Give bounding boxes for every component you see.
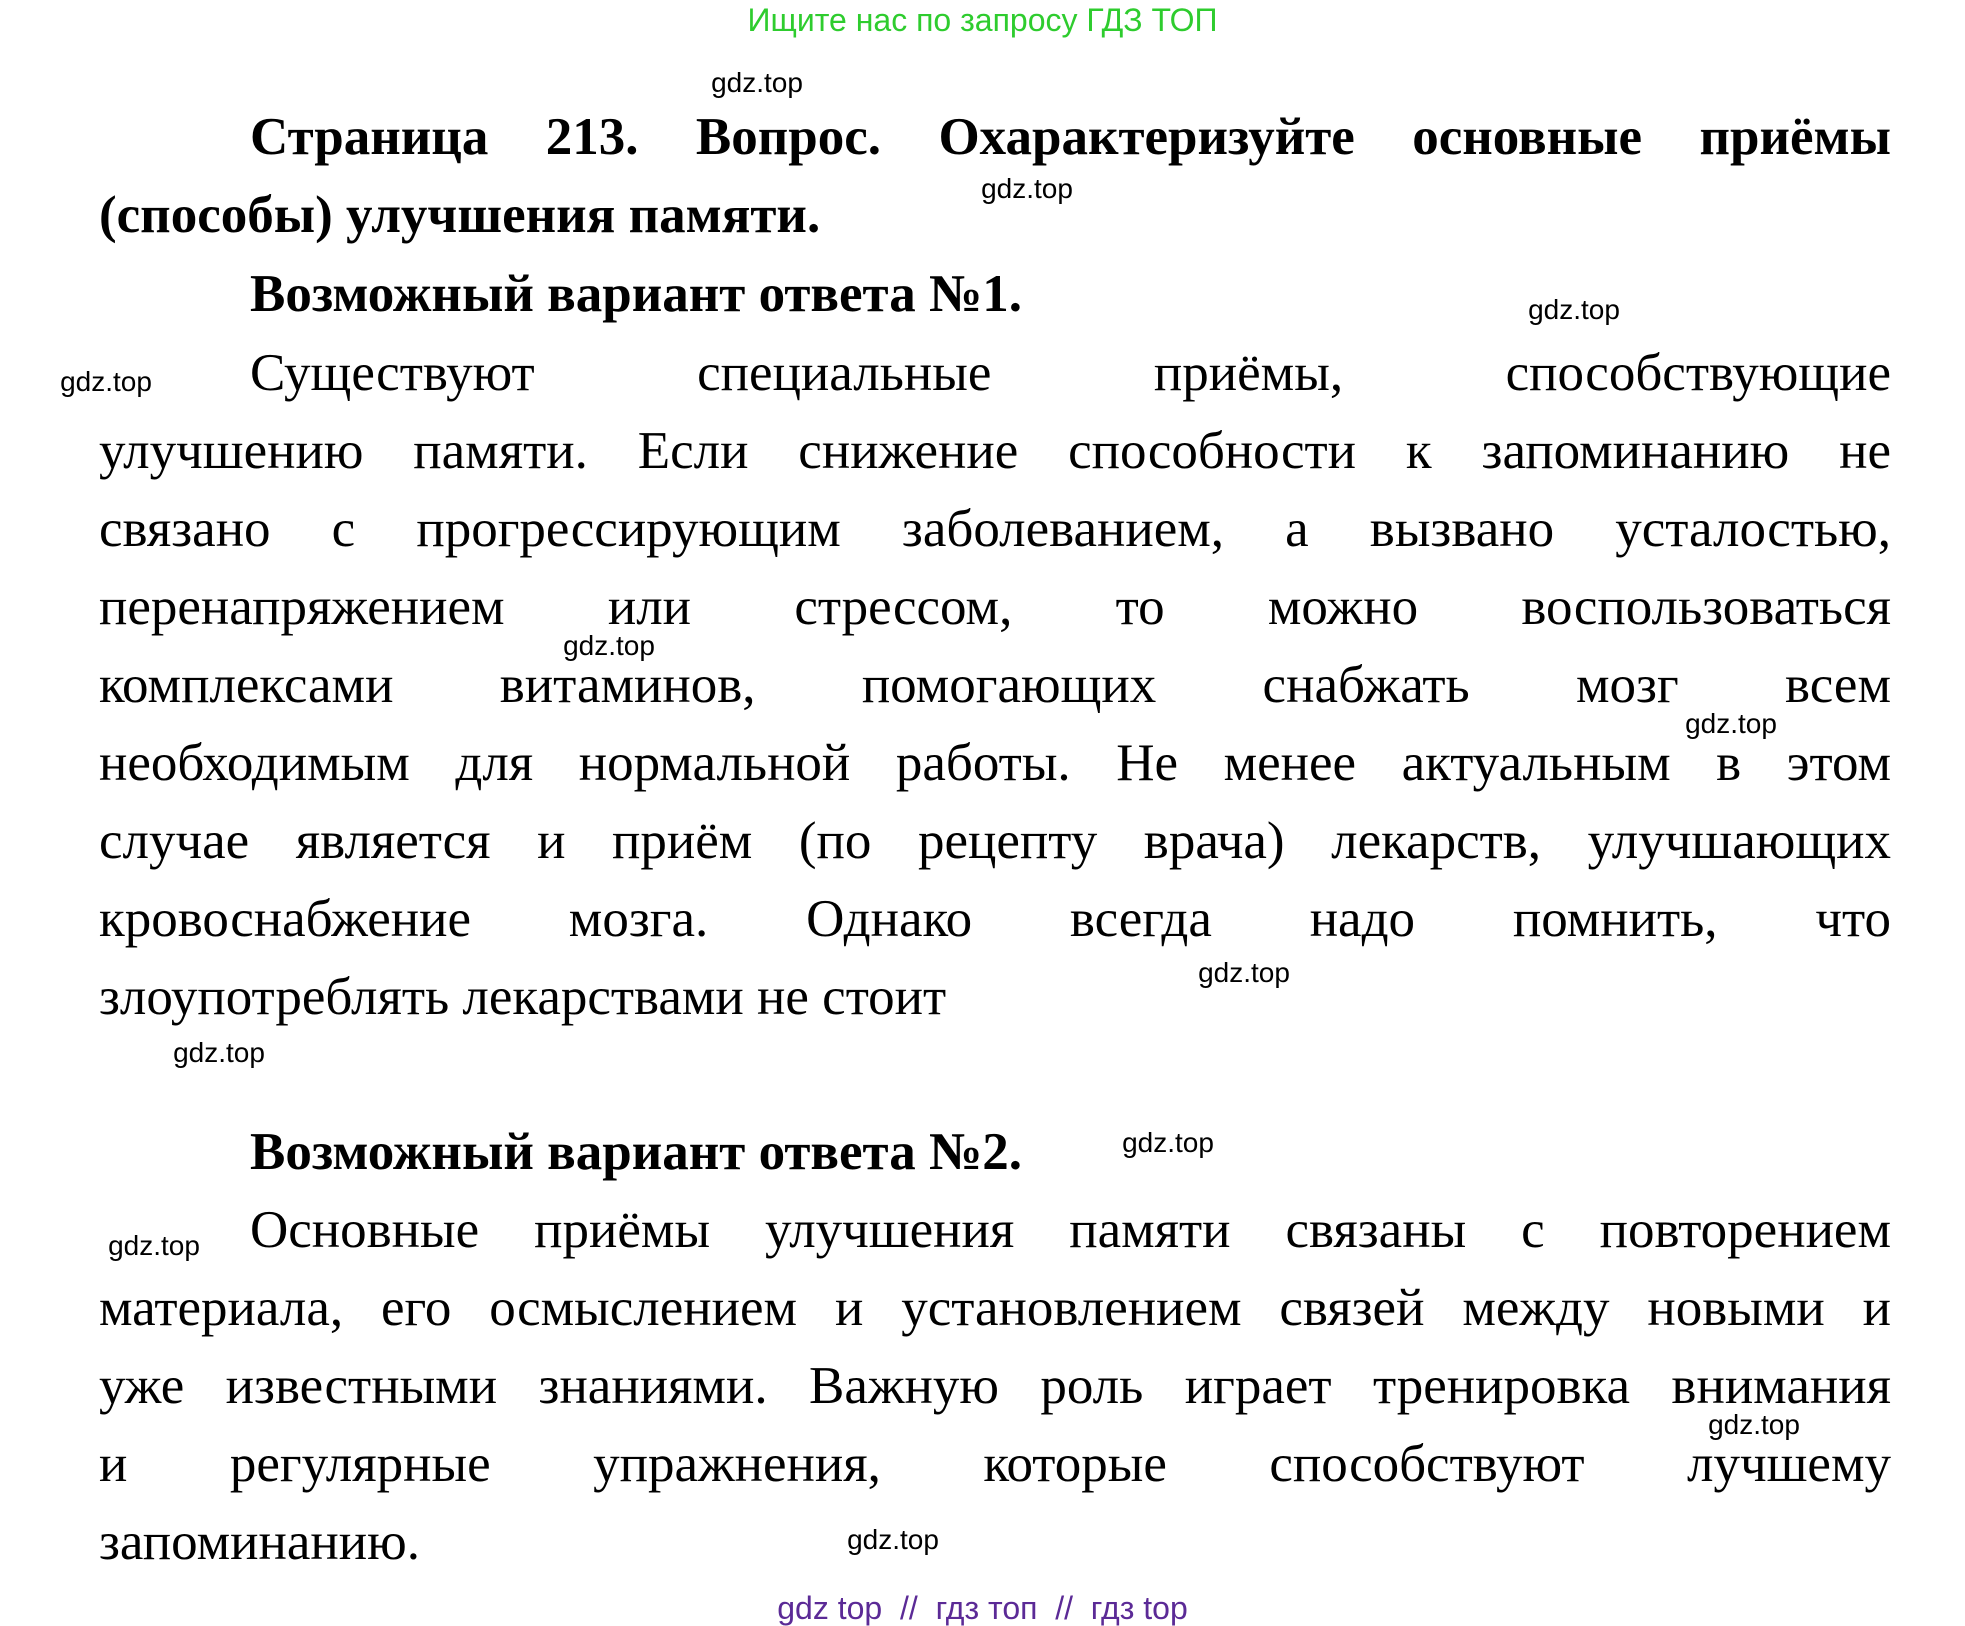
watermark: gdz.top (847, 1524, 939, 1555)
watermark: gdz.top (1685, 708, 1777, 739)
watermark: gdz.top (173, 1037, 265, 1068)
question-title-line-1: Страница 213. Вопрос. Охарактеризуйте основные приёмы (250, 108, 1891, 166)
answer-2-line: запоминанию. (99, 1513, 420, 1571)
answer-1-line: злоупотреблять лекарствами не стоит (99, 968, 947, 1026)
answer-2-line: Основные приёмы улучшения памяти связаны с повторением (250, 1201, 1891, 1259)
watermark: gdz.top (1122, 1127, 1214, 1158)
search-hint-banner: Ищите нас по запросу ГДЗ ТОП (747, 2, 1218, 38)
answer-1-line: кровоснабжение мозга. Однако всегда надо помнить, что (99, 890, 1891, 948)
answer-2-heading: Возможный вариант ответа №2. (250, 1123, 1022, 1181)
watermark: gdz.top (711, 67, 803, 98)
answer-2-line: уже известными знаниями. Важную роль играет тренировка внимания (99, 1357, 1891, 1415)
watermark: gdz.top (60, 366, 152, 397)
watermark: gdz.top (1528, 294, 1620, 325)
footer-links: gdz top // гдз топ // гдз top (777, 1590, 1188, 1626)
watermark: gdz.top (1708, 1409, 1800, 1440)
answer-2-line: и регулярные упражнения, которые способствуют лучшему (99, 1435, 1891, 1493)
watermark: gdz.top (981, 173, 1073, 204)
watermark: gdz.top (1198, 957, 1290, 988)
answer-1-line: комплексами витаминов, помогающих снабжать мозг всем (99, 656, 1891, 714)
watermark: gdz.top (108, 1230, 200, 1261)
answer-1-heading: Возможный вариант ответа №1. (250, 265, 1022, 323)
answer-2-line: материала, его осмыслением и установлением связей между новыми и (99, 1279, 1891, 1337)
answer-1-line: необходимым для нормальной работы. Не менее актуальным в этом (99, 734, 1891, 792)
answer-1-line: улучшению памяти. Если снижение способности к запоминанию не (99, 422, 1891, 480)
watermark: gdz.top (563, 630, 655, 661)
answer-1-line: связано с прогрессирующим заболеванием, а вызвано усталостью, (99, 500, 1891, 558)
question-title-line-2: (способы) улучшения памяти. (99, 186, 821, 244)
answer-1-line: Существуют специальные приёмы, способствующие (250, 344, 1891, 402)
answer-1-line: перенапряжением или стрессом, то можно воспользоваться (99, 578, 1891, 636)
answer-1-line: случае является и приём (по рецепту врача) лекарств, улучшающих (99, 812, 1891, 870)
